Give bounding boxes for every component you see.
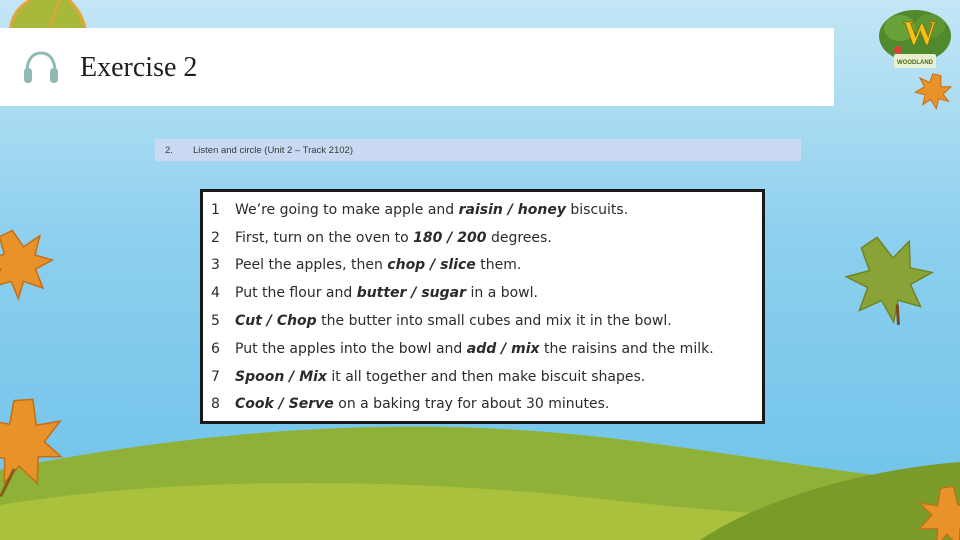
sentence-after: the butter into small cubes and mix it in the bowl. [316, 313, 672, 330]
sentence-after: degrees. [486, 229, 552, 246]
option-2[interactable]: Chop [276, 313, 317, 330]
page-title: Exercise 2 [80, 52, 198, 83]
option-1[interactable]: add [466, 340, 497, 357]
sentence-after: on a baking tray for about 30 minutes. [333, 396, 610, 413]
sentence-before: Put the apples into the bowl and [235, 340, 467, 357]
svg-text:WOODLAND: WOODLAND [897, 60, 933, 66]
sentence-line [211, 391, 762, 419]
option-separator: / [406, 285, 422, 302]
option-2[interactable]: honey [517, 201, 566, 218]
headphones-icon [22, 50, 60, 86]
sentence-after: biscuits. [565, 201, 629, 218]
sentence-number: 7 [211, 368, 220, 385]
option-2[interactable]: Mix [299, 368, 327, 385]
title-bar [0, 28, 834, 106]
leaf-right-green [838, 226, 942, 335]
sentence-number: 5 [211, 313, 220, 330]
option-separator: / [273, 396, 289, 413]
option-separator: / [284, 368, 300, 385]
instruction-number: 2. [165, 145, 173, 156]
option-1[interactable]: Cut [235, 313, 262, 330]
svg-text:W: W [903, 15, 937, 52]
option-2[interactable]: slice [440, 257, 476, 274]
woodland-logo [874, 6, 956, 76]
sentence-line [211, 307, 762, 335]
sentence-before: First, turn on the oven to [235, 229, 414, 246]
sentence-number: 8 [211, 396, 220, 413]
sentence-line [211, 363, 762, 391]
sentence-number: 4 [211, 285, 220, 302]
option-1[interactable]: 180 [413, 229, 443, 246]
option-separator: / [261, 313, 277, 330]
sentence-after: them. [475, 257, 522, 274]
instruction-text: Listen and circle (Unit 2 – Track 2102) [193, 145, 353, 156]
option-separator: / [496, 340, 512, 357]
sentence-before: We’re going to make apple and [235, 201, 459, 218]
sentence-line [211, 224, 762, 252]
sentence-after: in a bowl. [466, 285, 538, 302]
sentence-line [211, 279, 762, 307]
option-2[interactable]: sugar [421, 285, 467, 302]
option-1[interactable]: butter [356, 285, 407, 302]
sentence-line [211, 196, 762, 224]
sentence-number: 1 [211, 201, 220, 218]
instruction-row [155, 139, 801, 161]
sentence-number: 2 [211, 229, 220, 246]
sentence-before: Put the flour and [235, 285, 357, 302]
option-2[interactable]: mix [511, 340, 540, 357]
option-separator: / [442, 229, 458, 246]
sentence-number: 3 [211, 257, 220, 274]
leaf-left-orange [0, 225, 58, 303]
option-1[interactable]: chop [387, 257, 426, 274]
option-2[interactable]: Serve [288, 396, 334, 413]
sentence-after: it all together and then make biscuit shapes. [326, 368, 646, 385]
sentence-number: 6 [211, 340, 220, 357]
option-2[interactable]: 200 [457, 229, 487, 246]
sentence-after: the raisins and the milk. [539, 340, 714, 357]
option-1[interactable]: Spoon [235, 368, 285, 385]
sentence-line [211, 252, 762, 280]
option-separator: / [425, 257, 441, 274]
option-1[interactable]: raisin [458, 201, 503, 218]
option-1[interactable]: Cook [235, 396, 274, 413]
sentence-line [211, 335, 762, 363]
option-separator: / [502, 201, 518, 218]
exercise-box [200, 189, 765, 424]
sentence-before: Peel the apples, then [235, 257, 388, 274]
